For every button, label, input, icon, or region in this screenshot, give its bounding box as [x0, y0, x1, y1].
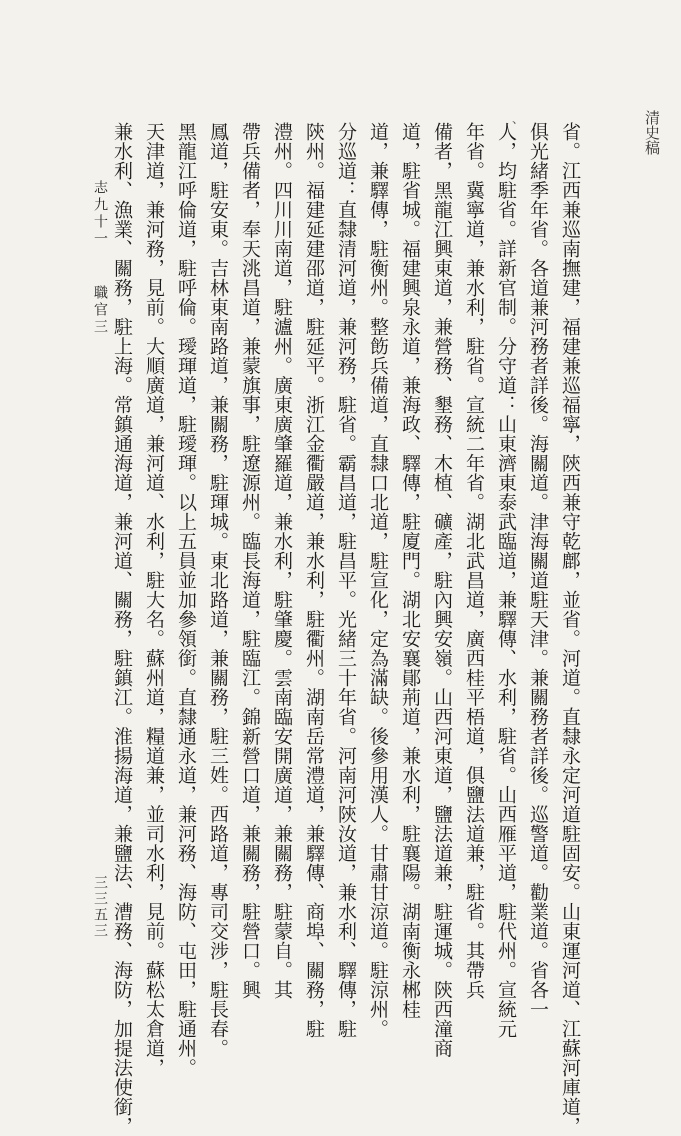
text-column: 年省。冀寧道，兼水利，駐省。宣統二年省。湖北武昌道，廣西桂平梧道，俱鹽法道兼，駐省。其帶兵 [463, 122, 485, 1000]
page-number: 三三五三 [92, 875, 108, 939]
section-label: 職官三 [92, 285, 108, 336]
text-column: 黑龍江呼倫道，駐呼倫。璦琿道，駐璦琿。以上五員並加參領銜。直隸通永道，兼河務、海防、屯田，駐通州。 [175, 122, 197, 1078]
text-column: 澧州。四川川南道，駐瀘州。廣東廣肇羅道，兼水利，駐肇慶。雲南臨安開廣道，兼關務，駐蒙自。其 [271, 122, 293, 1000]
text-column: 分巡道：直隸清河道，兼河務，駐省。霸昌道，駐昌平。光緒三十年省。河南河陝汝道，兼水利、驛傳，駐 [335, 122, 357, 1039]
text-column: 俱光緒季年省。各道兼河務者詳後。海關道。津海關道駐天津。兼關務者詳後。巡警道。勸業道。省各一 [527, 122, 549, 1019]
text-column: 道，兼驛傳，駐衡州。整飭兵備道，直隸口北道，駐宣化，定為滿缺。後參用漢人。甘肅甘涼道。駐涼州。 [367, 122, 389, 1039]
text-column: 道，駐省城。福建興泉永道，兼海政、驛傳，駐廈門。湖北安襄鄖荊道，兼水利，駐襄陽。湖南衡永郴桂 [399, 122, 421, 1019]
text-column: 鳳道，駐安東。吉林東南路道，兼關務，駐琿城。東北路道，兼關務，駐三姓。西路道，專司交涉，駐長春。 [207, 122, 229, 1058]
text-column: 備者，黑龍江興東道，兼營務、墾務、木植、礦產，駐內興安嶺。山西河東道，鹽法道兼，駐運城。陝西潼商 [431, 122, 453, 1058]
text-column: 省。江西兼巡南撫建，福建兼巡福寧，陝西兼守乾鄜，並省。河道。直隸永定河道駐固安。山東運河道、江蘇河庫道， [559, 122, 581, 1136]
text-column: 陝州。福建延建邵道，駐延平。浙江金衢嚴道，兼水利，駐衢州。湖南岳常澧道，兼驛傳、商埠、關務，駐 [303, 122, 325, 1039]
text-column: 帶兵備者，奉天洮昌道，兼蒙旗事，駐遼源州。臨長海道，駐臨江。錦新營口道，兼關務，駐營口。興 [239, 122, 261, 1000]
stray-mark: 、 [512, 112, 525, 126]
text-column: 天津道，兼河務，見前。大順廣道，兼河道、水利，駐大名。蘇州道，糧道兼，並司水利，見前。蘇松太倉道， [143, 122, 165, 1078]
volume-label: 志九十一 [92, 180, 108, 248]
text-column: 人，均駐省。詳新官制。分守道：山東濟東泰武臨道，兼驛傳、水利，駐省。山西雁平道，駐代州。宣統元 [495, 122, 517, 1039]
side-margin-text: 清史稿 [643, 110, 661, 155]
text-block [108, 108, 586, 1136]
text-column: 兼水利、漁業、關務，駐上海。常鎮通海道，兼河道、關務，駐鎮江。淮揚海道，兼鹽法、漕務、海防，加提法使銜， [111, 122, 133, 1136]
